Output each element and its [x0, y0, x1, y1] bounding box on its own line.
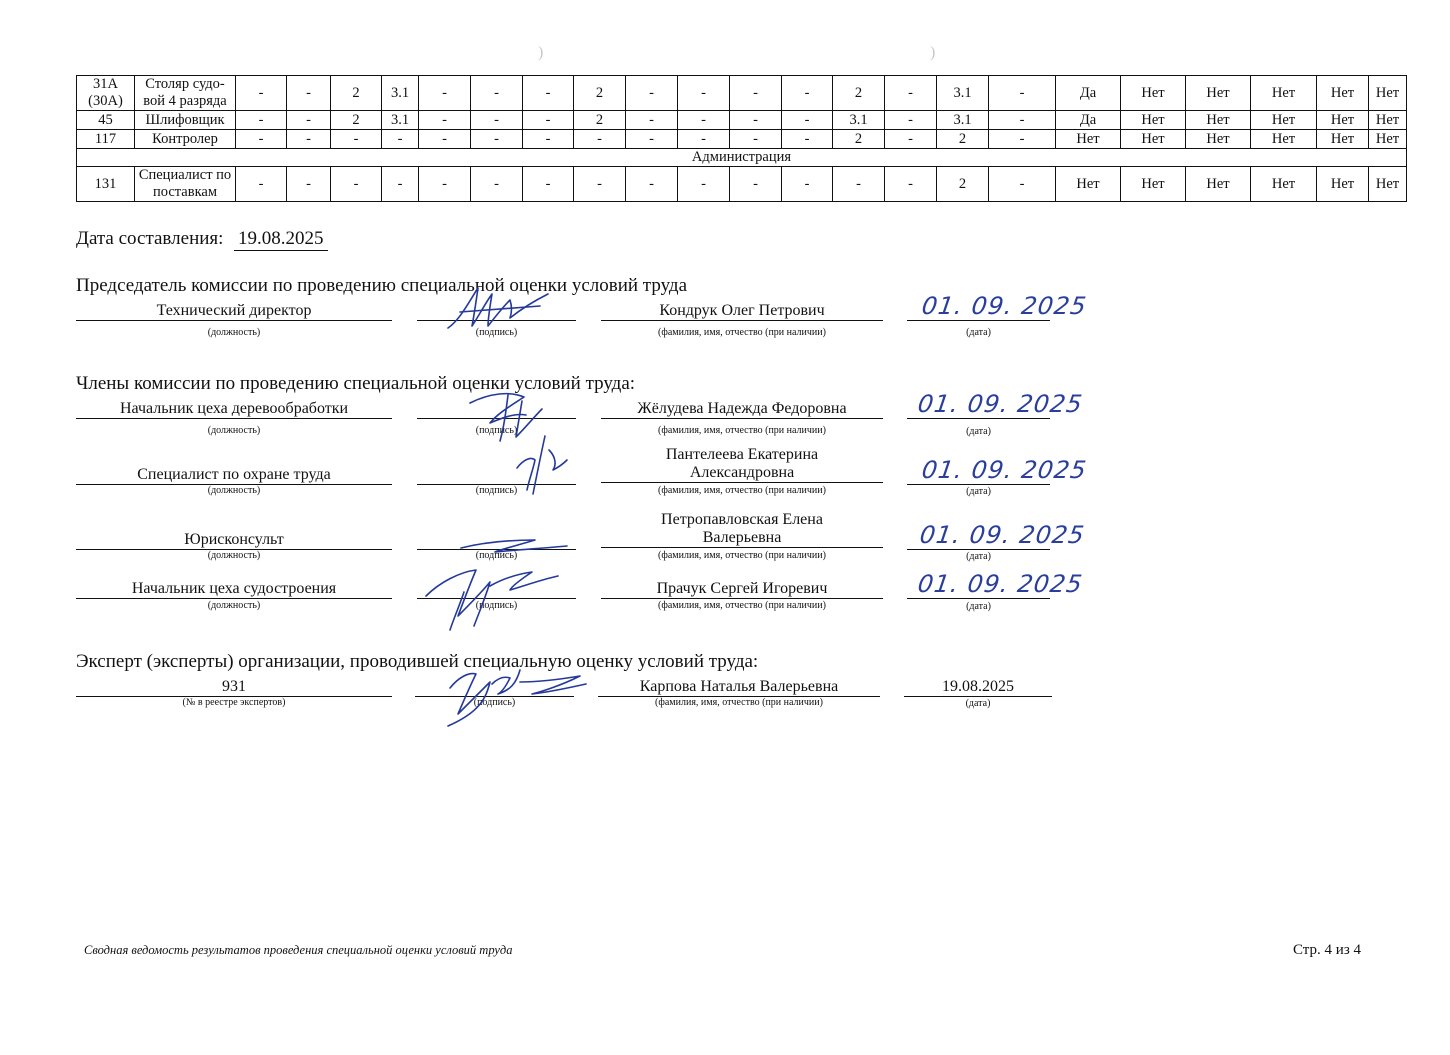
cell-value: - [419, 130, 471, 149]
cell-value: - [419, 76, 471, 111]
cell-value: - [678, 130, 730, 149]
chairman-handwritten-date: 01. 09. 2025 [920, 292, 1089, 320]
cell-value: - [419, 167, 471, 202]
caption-date: (дата) [966, 327, 991, 338]
caption-position: (должность) [207, 485, 261, 496]
cell-value: - [678, 167, 730, 202]
caption-signature: (подпись) [475, 425, 518, 436]
cell-row-number: 31А (30А) [77, 76, 135, 111]
member-2-signature [505, 430, 575, 500]
cell-value: 2 [574, 76, 626, 111]
cell-value: - [885, 76, 937, 111]
cell-value: Нет [1056, 167, 1121, 202]
cell-value: - [471, 111, 523, 130]
cell-value: - [626, 130, 678, 149]
cell-value: - [989, 167, 1056, 202]
cell-value: - [678, 76, 730, 111]
cell-value: - [782, 130, 833, 149]
member-4-name: Прачук Сергей Игоревич [601, 580, 883, 599]
table-row [77, 111, 1407, 130]
cell-row-number: 45 [77, 111, 135, 130]
cell-value: - [419, 111, 471, 130]
cell-value: - [287, 130, 331, 149]
cell-position-name: Специалист по поставкам [135, 167, 236, 202]
cell-value: Нет [1317, 130, 1369, 149]
cell-value: - [471, 76, 523, 111]
section-title: Администрация [77, 149, 1407, 167]
cell-value: - [989, 130, 1056, 149]
cell-value: Нет [1369, 167, 1407, 202]
member-2-name: Пантелеева Екатерина Александровна [601, 446, 883, 483]
caption-date: (дата) [966, 601, 991, 612]
cell-value: - [236, 76, 287, 111]
cell-value: - [782, 76, 833, 111]
table-row [77, 76, 1407, 111]
caption-fio: (фамилия, имя, отчество (при наличии) [658, 327, 826, 338]
member-3-signature [455, 530, 575, 560]
chairman-signature [440, 280, 560, 335]
cell-value: - [626, 111, 678, 130]
cell-value: - [236, 130, 287, 149]
cell-position-name: Контролер [135, 130, 236, 149]
cell-value: 3.1 [382, 111, 419, 130]
cell-value: - [236, 111, 287, 130]
expert-signature [440, 660, 590, 730]
cell-value: 3.1 [833, 111, 885, 130]
cell-value: Нет [1186, 111, 1251, 130]
cell-value: - [885, 167, 937, 202]
table-row [77, 167, 1407, 202]
cell-value: 2 [331, 76, 382, 111]
cell-value: Нет [1056, 130, 1121, 149]
cell-value: Нет [1121, 76, 1186, 111]
cell-value: - [382, 130, 419, 149]
cell-value: Нет [1369, 130, 1407, 149]
member-1-name: Жёлудева Надежда Федоровна [601, 400, 883, 419]
member-3-name: Петропавловская Елена Валерьевна [601, 511, 883, 548]
cell-value: - [730, 76, 782, 111]
expert-date: 19.08.2025 [904, 678, 1052, 697]
cell-value: - [523, 76, 574, 111]
caption-date: (дата) [966, 486, 991, 497]
caption-position: (должность) [207, 550, 261, 561]
caption-position: (должность) [207, 425, 261, 436]
cell-value: - [782, 167, 833, 202]
cell-value: - [574, 167, 626, 202]
cell-value: 2 [574, 111, 626, 130]
cell-value: - [331, 130, 382, 149]
caption-signature: (подпись) [475, 600, 518, 611]
cell-value: Нет [1186, 167, 1251, 202]
cell-value: 3.1 [937, 111, 989, 130]
scan-mark: ) [930, 44, 936, 61]
caption-date: (дата) [966, 426, 991, 437]
member-1-handwritten-date: 01. 09. 2025 [916, 390, 1085, 418]
cell-value: - [471, 130, 523, 149]
member-4-handwritten-date: 01. 09. 2025 [916, 570, 1085, 598]
caption-date: (дата) [966, 551, 991, 562]
compile-date-label: Дата составления: [76, 228, 224, 249]
caption-position: (должность) [207, 327, 261, 338]
cell-value: Нет [1317, 76, 1369, 111]
cell-value: 2 [833, 130, 885, 149]
caption-signature: (подпись) [475, 550, 518, 561]
cell-value: Нет [1121, 111, 1186, 130]
cell-value: Нет [1121, 130, 1186, 149]
cell-value: Нет [1369, 111, 1407, 130]
cell-value: - [626, 167, 678, 202]
cell-value: 2 [331, 111, 382, 130]
caption-fio: (фамилия, имя, отчество (при наличии) [658, 600, 826, 611]
member-3-position: Юрисконсульт [76, 531, 392, 550]
cell-value: 2 [937, 167, 989, 202]
cell-value: Нет [1186, 76, 1251, 111]
member-2-position: Специалист по охране труда [76, 466, 392, 485]
cell-value: - [382, 167, 419, 202]
cell-value: - [523, 111, 574, 130]
cell-value: - [287, 111, 331, 130]
footer-document-title: Сводная ведомость результатов проведения специальной оценки условий труда [84, 943, 513, 957]
caption-fio: (фамилия, имя, отчество (при наличии) [658, 425, 826, 436]
table-section-row [77, 149, 1407, 167]
cell-value: - [782, 111, 833, 130]
cell-value: Да [1056, 76, 1121, 111]
caption-fio: (фамилия, имя, отчество (при наличии) [655, 697, 823, 708]
cell-value: Нет [1317, 167, 1369, 202]
cell-value: - [885, 130, 937, 149]
results-table [76, 75, 1407, 202]
caption-date: (дата) [965, 698, 991, 709]
caption-fio: (фамилия, имя, отчество (при наличии) [658, 485, 826, 496]
cell-value: - [523, 130, 574, 149]
cell-value: - [287, 167, 331, 202]
cell-value: Нет [1251, 130, 1317, 149]
cell-value: - [730, 111, 782, 130]
cell-row-number: 117 [77, 130, 135, 149]
caption-registry: (№ в реестре экспертов) [182, 697, 286, 708]
cell-value: - [287, 76, 331, 111]
cell-value: - [989, 111, 1056, 130]
cell-value: - [833, 167, 885, 202]
cell-position-name: Столяр судо-вой 4 разряда [135, 76, 236, 111]
cell-value: Да [1056, 111, 1121, 130]
scan-mark: ) [538, 44, 544, 61]
member-3-handwritten-date: 01. 09. 2025 [918, 521, 1087, 549]
caption-signature: (подпись) [475, 485, 518, 496]
cell-value: 2 [937, 130, 989, 149]
cell-value: Нет [1251, 167, 1317, 202]
cell-value: 3.1 [382, 76, 419, 111]
cell-value: - [523, 167, 574, 202]
member-4-signature [420, 560, 565, 635]
cell-value: 2 [833, 76, 885, 111]
caption-signature: (подпись) [475, 327, 518, 338]
cell-value: Нет [1251, 76, 1317, 111]
chairman-name: Кондрук Олег Петрович [601, 302, 883, 321]
cell-value: - [730, 130, 782, 149]
cell-value: Нет [1317, 111, 1369, 130]
expert-registry-number: 931 [76, 678, 392, 697]
caption-position: (должность) [207, 600, 261, 611]
cell-value: 3.1 [937, 76, 989, 111]
cell-row-number: 131 [77, 167, 135, 202]
cell-value: - [989, 76, 1056, 111]
cell-value: - [626, 76, 678, 111]
cell-value: Нет [1369, 76, 1407, 111]
member-1-position: Начальник цеха деревообработки [76, 400, 392, 419]
cell-value: - [678, 111, 730, 130]
caption-signature: (подпись) [473, 697, 516, 708]
cell-value: - [331, 167, 382, 202]
footer-page-number: Стр. 4 из 4 [1293, 942, 1361, 958]
cell-value: - [471, 167, 523, 202]
cell-value: Нет [1121, 167, 1186, 202]
member-2-handwritten-date: 01. 09. 2025 [920, 456, 1089, 484]
chairman-heading: Председатель комиссии по проведению специальной оценки условий труда [76, 275, 687, 296]
table-row [77, 130, 1407, 149]
cell-value: Нет [1186, 130, 1251, 149]
member-4-position: Начальник цеха судостроения [76, 580, 392, 599]
cell-value: Нет [1251, 111, 1317, 130]
cell-value: - [730, 167, 782, 202]
expert-name: Карпова Наталья Валерьевна [598, 678, 880, 697]
members-heading: Члены комиссии по проведению специальной оценки условий труда: [76, 373, 636, 394]
cell-value: - [236, 167, 287, 202]
chairman-position: Технический директор [76, 302, 392, 321]
cell-value: - [574, 130, 626, 149]
cell-position-name: Шлифовщик [135, 111, 236, 130]
caption-fio: (фамилия, имя, отчество (при наличии) [658, 550, 826, 561]
expert-heading: Эксперт (эксперты) организации, проводившей специальную оценку условий труда: [76, 651, 759, 672]
cell-value: - [885, 111, 937, 130]
compile-date-value: 19.08.2025 [234, 228, 328, 251]
